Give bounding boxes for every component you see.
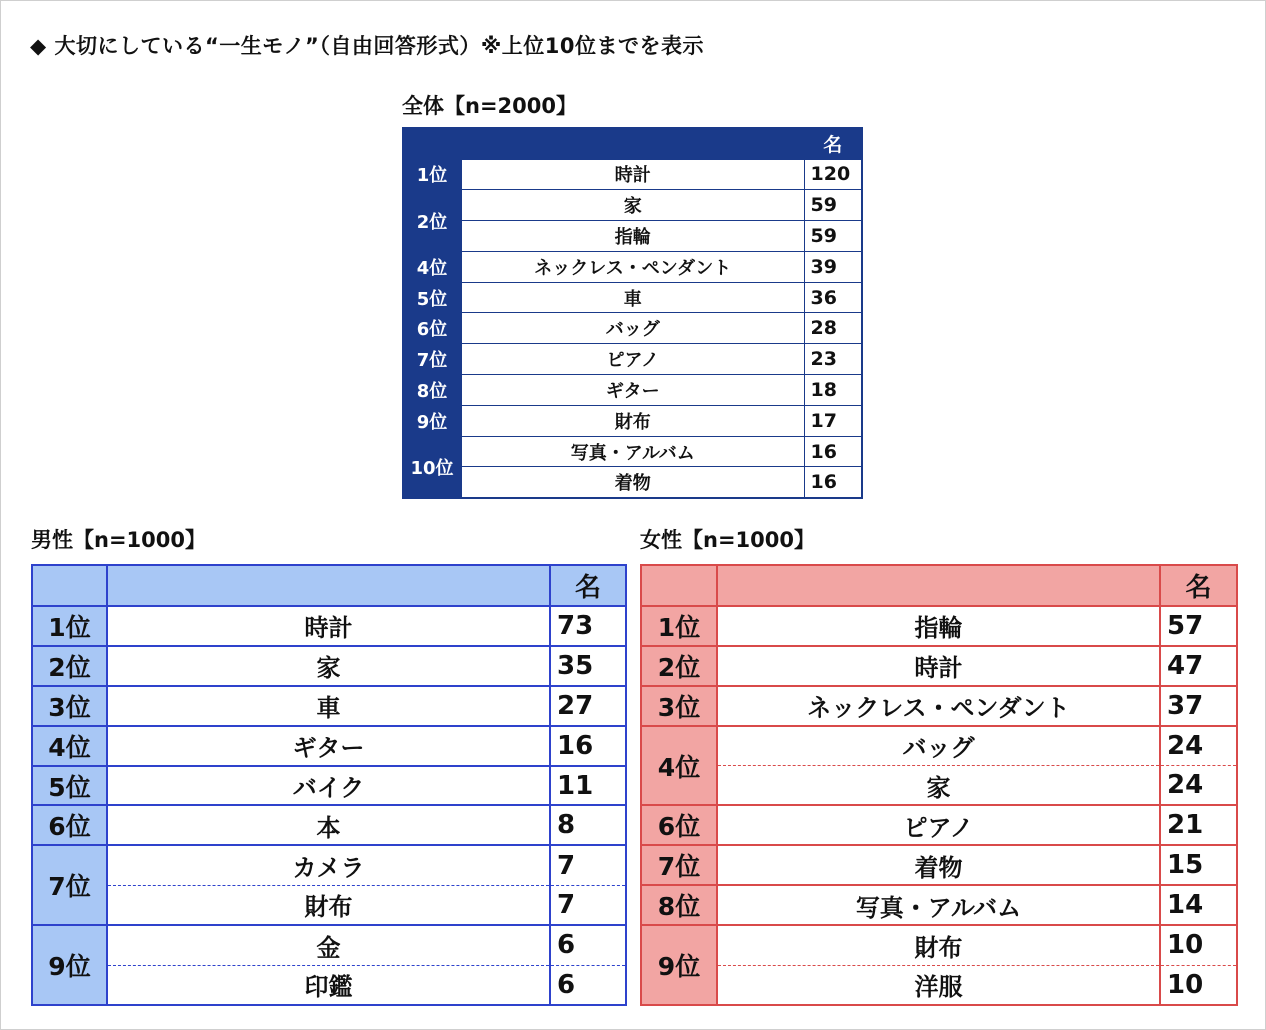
item-cell: 写真・アルバム <box>461 436 804 467</box>
table-row <box>32 965 626 1005</box>
item-cell: 時計 <box>107 606 550 646</box>
item-cell: 印鑑 <box>107 965 550 1005</box>
rank-cell: 7位 <box>32 845 107 925</box>
count-cell: 14 <box>1160 885 1237 925</box>
rank-cell: 2位 <box>403 190 461 252</box>
header-rank-cell <box>403 128 461 159</box>
table-row <box>641 606 1237 646</box>
table-row <box>403 282 862 313</box>
male-ranking-table <box>31 564 627 1006</box>
rank-cell: 9位 <box>641 925 717 1005</box>
table-row <box>403 251 862 282</box>
rank-cell: 8位 <box>641 885 717 925</box>
rank-cell: 1位 <box>641 606 717 646</box>
item-cell: 指輪 <box>461 221 804 252</box>
item-cell: ピアノ <box>717 805 1160 845</box>
table-row <box>403 221 862 252</box>
table-row <box>32 606 626 646</box>
count-cell: 7 <box>550 885 626 925</box>
count-cell: 8 <box>550 805 626 845</box>
count-cell: 120 <box>804 159 862 190</box>
rank-cell: 6位 <box>641 805 717 845</box>
table-row <box>641 845 1237 885</box>
table-row <box>403 190 862 221</box>
item-cell: 家 <box>107 646 550 686</box>
table-row <box>641 646 1237 686</box>
count-cell: 11 <box>550 766 626 806</box>
rank-cell: 7位 <box>641 845 717 885</box>
table-row <box>32 885 626 925</box>
item-cell: 本 <box>107 805 550 845</box>
count-cell: 16 <box>804 436 862 467</box>
table-row <box>403 405 862 436</box>
rank-cell: 3位 <box>641 686 717 726</box>
table-row <box>641 726 1237 766</box>
count-cell: 24 <box>1160 766 1237 806</box>
rank-cell: 2位 <box>641 646 717 686</box>
count-cell: 28 <box>804 313 862 344</box>
table-row <box>403 467 862 498</box>
count-cell: 59 <box>804 190 862 221</box>
table-row <box>403 159 862 190</box>
table-header-row <box>403 128 862 159</box>
item-cell: 写真・アルバム <box>717 885 1160 925</box>
female-caption: 女性【n=1000】 <box>640 528 815 552</box>
rank-cell: 6位 <box>403 313 461 344</box>
table-row <box>641 686 1237 726</box>
rank-cell: 6位 <box>32 805 107 845</box>
count-cell: 17 <box>804 405 862 436</box>
table-row <box>32 766 626 806</box>
count-cell: 73 <box>550 606 626 646</box>
rank-cell: 10位 <box>403 436 461 498</box>
item-cell: ギター <box>107 726 550 766</box>
rank-cell: 8位 <box>403 375 461 406</box>
item-cell: 家 <box>717 766 1160 806</box>
rank-cell: 9位 <box>32 925 107 1005</box>
item-cell: 車 <box>107 686 550 726</box>
table-row <box>641 885 1237 925</box>
count-cell: 37 <box>1160 686 1237 726</box>
count-cell: 16 <box>804 467 862 498</box>
item-cell: 着物 <box>461 467 804 498</box>
overall-ranking-table <box>402 127 863 499</box>
rank-cell: 4位 <box>32 726 107 766</box>
header-rank-cell <box>32 565 107 606</box>
item-cell: 財布 <box>717 925 1160 965</box>
count-cell: 59 <box>804 221 862 252</box>
table-row <box>403 375 862 406</box>
header-unit-cell: 名 <box>804 128 862 159</box>
count-cell: 6 <box>550 965 626 1005</box>
table-row <box>32 686 626 726</box>
male-caption: 男性【n=1000】 <box>31 528 206 552</box>
overall-caption: 全体【n=2000】 <box>402 94 577 118</box>
header-item-cell <box>107 565 550 606</box>
rank-cell: 7位 <box>403 344 461 375</box>
count-cell: 39 <box>804 251 862 282</box>
table-row <box>32 726 626 766</box>
table-row <box>641 965 1237 1005</box>
count-cell: 24 <box>1160 726 1237 766</box>
header-item-cell <box>717 565 1160 606</box>
rank-cell: 9位 <box>403 405 461 436</box>
rank-cell: 5位 <box>32 766 107 806</box>
header-rank-cell <box>641 565 717 606</box>
table-row <box>641 925 1237 965</box>
count-cell: 6 <box>550 925 626 965</box>
table-row <box>641 805 1237 845</box>
count-cell: 36 <box>804 282 862 313</box>
table-row <box>32 925 626 965</box>
count-cell: 15 <box>1160 845 1237 885</box>
item-cell: 着物 <box>717 845 1160 885</box>
item-cell: 洋服 <box>717 965 1160 1005</box>
rank-cell: 1位 <box>32 606 107 646</box>
page-title: ◆ 大切にしている“一生モノ”（自由回答形式）※上位10位までを表示 <box>30 34 704 58</box>
item-cell: 財布 <box>461 405 804 436</box>
item-cell: ピアノ <box>461 344 804 375</box>
rank-cell: 2位 <box>32 646 107 686</box>
count-cell: 16 <box>550 726 626 766</box>
item-cell: ネックレス・ペンダント <box>461 251 804 282</box>
header-item-cell <box>461 128 804 159</box>
rank-cell: 4位 <box>403 251 461 282</box>
item-cell: ギター <box>461 375 804 406</box>
table-row <box>403 436 862 467</box>
item-cell: 金 <box>107 925 550 965</box>
item-cell: 財布 <box>107 885 550 925</box>
item-cell: 時計 <box>461 159 804 190</box>
table-row <box>32 845 626 885</box>
rank-cell: 4位 <box>641 726 717 806</box>
table-row <box>403 344 862 375</box>
rank-cell: 5位 <box>403 282 461 313</box>
table-row <box>641 766 1237 806</box>
table-row <box>32 805 626 845</box>
item-cell: バッグ <box>717 726 1160 766</box>
female-ranking-table <box>640 564 1238 1006</box>
item-cell: バイク <box>107 766 550 806</box>
count-cell: 10 <box>1160 925 1237 965</box>
table-header-row <box>641 565 1237 606</box>
count-cell: 10 <box>1160 965 1237 1005</box>
item-cell: 時計 <box>717 646 1160 686</box>
count-cell: 27 <box>550 686 626 726</box>
count-cell: 57 <box>1160 606 1237 646</box>
rank-cell: 1位 <box>403 159 461 190</box>
count-cell: 47 <box>1160 646 1237 686</box>
count-cell: 21 <box>1160 805 1237 845</box>
rank-cell: 3位 <box>32 686 107 726</box>
count-cell: 35 <box>550 646 626 686</box>
header-unit-cell: 名 <box>1160 565 1237 606</box>
count-cell: 18 <box>804 375 862 406</box>
table-header-row <box>32 565 626 606</box>
item-cell: 車 <box>461 282 804 313</box>
item-cell: 家 <box>461 190 804 221</box>
count-cell: 7 <box>550 845 626 885</box>
item-cell: ネックレス・ペンダント <box>717 686 1160 726</box>
table-row <box>32 646 626 686</box>
item-cell: バッグ <box>461 313 804 344</box>
item-cell: 指輪 <box>717 606 1160 646</box>
header-unit-cell: 名 <box>550 565 626 606</box>
count-cell: 23 <box>804 344 862 375</box>
item-cell: カメラ <box>107 845 550 885</box>
table-row <box>403 313 862 344</box>
